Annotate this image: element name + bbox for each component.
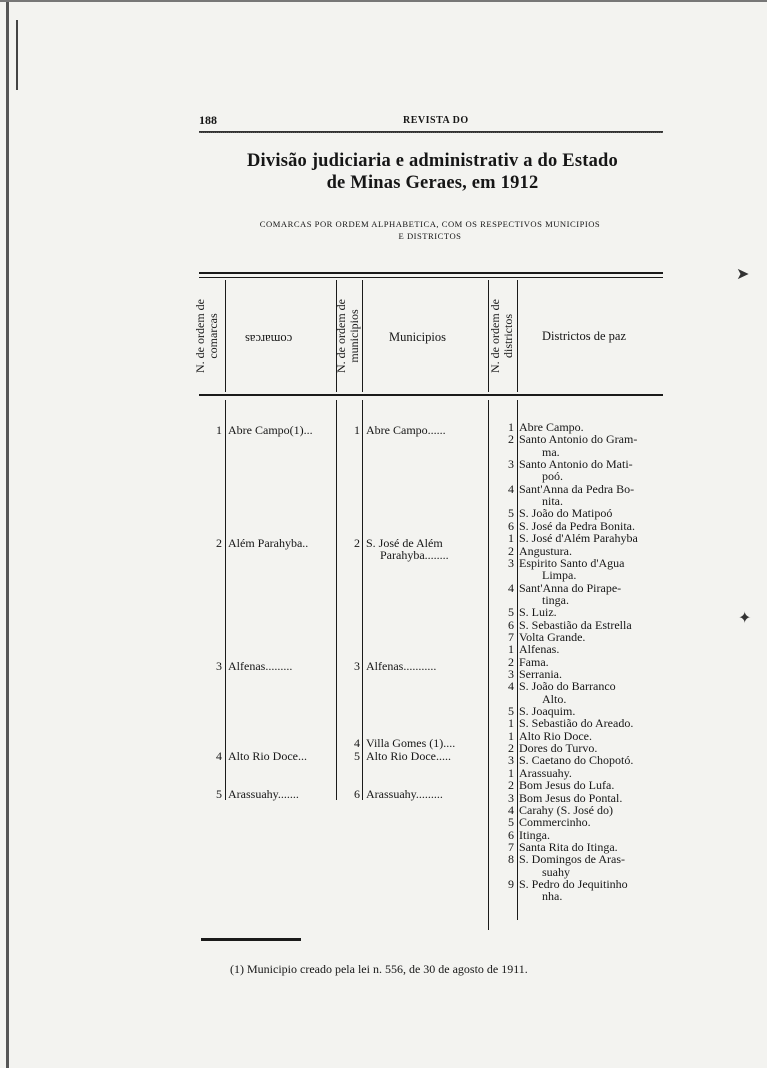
comarca-name: Além Parahyba.. [228,536,309,550]
scan-edge-line [6,0,9,1068]
districto-number: 7 [508,629,514,644]
districto-name-cont: Limpa. [542,568,577,583]
districto-name: Bom Jesus do Pontal. [519,790,623,805]
districto-name: Fama. [519,654,549,669]
col-divider [362,400,363,800]
districto-name: Serrania. [519,667,562,681]
districto-name: S. José da Pedra Bonita. [519,518,635,533]
districto-number: 3 [508,753,514,768]
municipio-name: Alfenas........... [366,659,437,673]
comarca-name: Alto Rio Doce... [228,749,307,763]
districto-number: 6 [508,518,514,533]
footnote-rule [201,938,301,941]
districto-name: Itinga. [519,827,550,842]
municipio-number: 4 [354,736,360,750]
col-divider [225,400,226,800]
districto-number: 3 [508,555,514,570]
comarca-name: Abre Campo(1)... [228,423,313,437]
districto-number: 1 [508,765,514,780]
scan-mark: ➤ [736,266,750,283]
districto-name: S. José d'Além Parahyba [519,531,638,546]
districto-name: Sant'Anna do Pirape- [519,580,622,595]
col-divider [517,400,518,920]
col-divider [336,400,337,800]
header-n-districtos: N. de ordem de districtos [488,299,515,373]
subtitle-line-1: COMARCAS POR ORDEM ALPHABETICA, COM OS RESPECTIVOS MUNICIPIOS [259,219,601,229]
subtitle-line-2: E DISTRICTOS [398,231,462,241]
districto-number: 1 [508,642,514,657]
running-head: REVISTA DO [403,115,469,126]
col-divider [225,280,226,392]
districto-name: Volta Grande. [519,629,586,644]
comarca-number: 1 [216,423,222,437]
districto-name: Bom Jesus do Lufa. [519,778,615,793]
districto-name-cont: suahy [542,864,570,879]
districto-name: Sant'Anna da Pedra Bo- [519,481,635,496]
districto-number: 2 [508,741,514,756]
districto-name: S. Luiz. [519,605,557,620]
scan-top-line [0,0,767,2]
districto-number: 4 [508,580,514,595]
districto-name: S. Domingos de Aras- [519,852,625,867]
districto-number: 5 [508,605,514,620]
districto-number: 6 [508,617,514,632]
col-divider [488,400,489,930]
districto-name: S. João do Barranco [519,679,616,694]
comarca-number: 4 [216,749,222,763]
districto-number: 8 [508,852,514,867]
municipio-name-cont: Parahyba........ [380,548,449,562]
districto-name-cont: nita. [542,494,563,509]
municipio-number: 6 [354,787,360,801]
comarca-number: 2 [216,536,222,550]
municipio-name: Abre Campo...... [366,423,446,437]
table-header-rule [199,394,663,396]
comarca-number: 3 [216,659,222,673]
districto-name-cont: nha. [542,889,563,904]
districto-name: Abre Campo. [519,420,584,434]
districto-name: S. Sebastião da Estrella [519,617,632,632]
districto-number: 5 [508,506,514,521]
header-districtos: Districtos de paz [542,329,627,343]
districto-name: Espirito Santo d'Agua [519,555,625,570]
districto-number: 6 [508,827,514,842]
title-line-2: de Minas Geraes, em 1912 [326,173,539,193]
page-number: 188 [199,113,217,127]
municipio-name: Villa Gomes (1).... [366,736,456,750]
footnote: (1) Municipio creado pela lei n. 556, de 30 de agosto de 1911. [230,962,528,976]
districto-name: S. Sebastião do Areado. [519,716,634,731]
districto-name: Santo Antonio do Gram- [519,432,638,447]
districto-number: 3 [508,667,514,681]
districto-name: S. Pedro do Jequitinho [519,876,628,891]
districto-number: 5 [508,815,514,830]
table-top-rule [199,272,663,274]
districto-name: S. Joaquim. [519,704,576,719]
header-rule [199,131,663,133]
districto-name: Santo Antonio do Mati- [519,457,633,472]
municipio-number: 3 [354,659,360,673]
districto-name: S. João do Matipoó [519,506,613,521]
header-n-municipios: N. de ordem de municipios [334,299,361,373]
municipio-number: 2 [354,536,360,550]
title-line-1: Divisão judiciaria e administrativ a do Estado [247,151,618,171]
scan-edge-line-inner [16,20,18,90]
districto-number: 9 [508,876,514,891]
districto-name: Alto Rio Doce. [519,728,592,743]
districto-number: 3 [508,790,514,805]
districto-name: Angustura. [519,543,572,558]
header-n-comarcas: N. de ordem de comarcas [193,299,220,373]
districto-number: 7 [508,839,514,854]
districto-number: 1 [508,716,514,731]
comarca-name: Arassuahy....... [228,787,299,801]
districto-name: Carahy (S. José do) [519,802,613,817]
municipio-name: S. José de Além [366,536,443,550]
districto-name: Dores do Turvo. [519,741,598,756]
table-top-rule-2 [199,277,663,278]
districto-number: 4 [508,481,514,496]
comarca-name: Alfenas......... [228,659,293,673]
districto-number: 2 [508,778,514,793]
districto-number: 2 [508,654,514,669]
districto-number: 1 [508,420,514,434]
districto-number: 2 [508,432,514,447]
districto-name: Arassuahy. [519,765,572,780]
districto-name-cont: tinga. [542,592,569,607]
districto-number: 1 [508,531,514,546]
districto-number: 1 [508,728,514,743]
districto-name: Santa Rita do Itinga. [519,839,618,854]
districto-number: 5 [508,704,514,719]
municipio-name: Alto Rio Doce..... [366,749,451,763]
subtitle [190,218,670,242]
districto-name: S. Caetano do Chopotó. [519,753,634,768]
districto-name-cont: Alto. [542,691,567,706]
districto-name: Commercinho. [519,815,591,830]
districto-number: 4 [508,802,514,817]
municipio-number: 1 [354,423,360,437]
scan-mark: ✦ [738,610,752,627]
districto-name-cont: ma. [542,444,560,459]
header-comarcas: comarcas [245,332,293,346]
districto-number: 4 [508,679,514,694]
header-municipios: Municipios [389,330,446,344]
districto-name: Alfenas. [519,642,560,657]
municipio-name: Arassuahy......... [366,787,443,801]
districto-number: 3 [508,457,514,472]
districto-number: 2 [508,543,514,558]
districto-name-cont: poó. [542,469,563,484]
col-divider [517,280,518,392]
municipio-number: 5 [354,749,360,763]
comarca-number: 5 [216,787,222,801]
page-title [185,150,680,194]
